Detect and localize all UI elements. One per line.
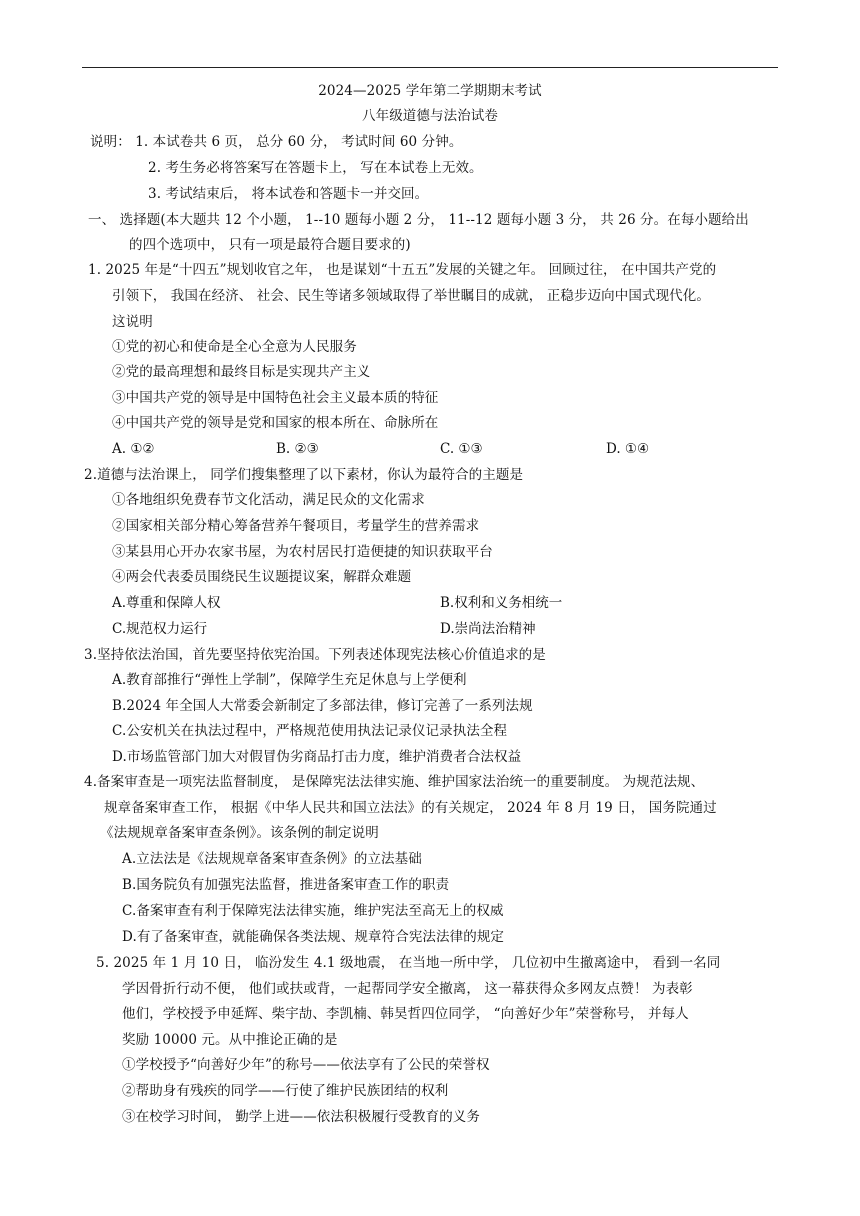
q1-option-b: B. ②③ <box>276 441 319 457</box>
q2-item-1: ①各地组织免费春节文化活动，满足民众的文化需求 <box>112 492 425 508</box>
q1-option-d: D. ①④ <box>606 441 650 457</box>
q2-stem-line-1: 2.道德与法治课上， 同学们搜集整理了以下素材，你认为最符合的主题是 <box>84 467 524 483</box>
q5-stem-line-4: 奖励 10000 元。从中推论正确的是 <box>122 1032 338 1048</box>
q1-item-1: ①党的初心和使命是全心全意为人民服务 <box>112 339 357 355</box>
q5-item-1: ①学校授予“向善好少年”的称号——依法享有了公民的荣誉权 <box>122 1057 490 1073</box>
q2-option-b: B.权利和义务相统一 <box>440 595 563 611</box>
q2-item-2: ②国家相关部分精心筹备营养午餐项目，考量学生的营养需求 <box>112 518 480 534</box>
q2-option-c: C.规范权力运行 <box>112 621 208 637</box>
q4-stem-line-1: 4.备案审查是一项宪法监督制度， 是保障宪法法律实施、维护国家法治统一的重要制度。 为规范法规、 <box>84 774 705 790</box>
q4-stem-line-3: 《法规规章备案审查条例》。该条例的制定说明 <box>100 825 379 841</box>
q3-stem-line-1: 3.坚持依法治国，首先要坚持依宪治国。下列表述体现宪法核心价值追求的是 <box>84 647 546 663</box>
instruction-line-1: 说明： 1. 本试卷共 6 页， 总分 60 分， 考试时间 60 分钟。 <box>90 134 463 150</box>
top-rule <box>82 67 778 68</box>
q1-option-a: A. ①② <box>112 441 155 457</box>
q4-option-d: D.有了备案审查，就能确保各类法规、规章符合宪法法律的规定 <box>122 929 505 945</box>
q4-option-c: C.备案审查有利于保障宪法法律实施，维护宪法至高无上的权威 <box>122 903 504 919</box>
instruction-line-2: 2. 考生务必将答案写在答题卡上， 写在本试卷上无效。 <box>148 160 483 176</box>
q3-option-a: A.教育部推行“弹性上学制”，保障学生充足休息与上学便利 <box>112 672 467 688</box>
exam-subtitle: 八年级道德与法治试卷 <box>362 108 498 124</box>
q2-option-a: A.尊重和保障人权 <box>112 595 221 611</box>
instruction-line-3: 3. 考试结束后， 将本试卷和答题卡一并交回。 <box>148 186 429 202</box>
q1-stem-line-2: 引领下， 我国在经济、 社会、民生等诸多领域取得了举世瞩目的成就， 正稳步迈向中国式现代化。 <box>112 288 710 304</box>
q1-option-c: C. ①③ <box>440 441 483 457</box>
q2-item-3: ③某县用心开办农家书屋，为农村居民打造便捷的知识获取平台 <box>112 544 493 560</box>
q4-option-b: B.国务院负有加强宪法监督，推进备案审查工作的职责 <box>122 877 450 893</box>
q1-stem-line-1: 1. 2025 年是“十四五”规划收官之年， 也是谋划“十五五”发展的关键之年。 回顾过往， 在中国共产党的 <box>88 262 717 278</box>
q2-option-d: D.崇尚法治精神 <box>440 621 536 637</box>
q1-stem-line-3: 这说明 <box>112 314 153 330</box>
q2-item-4: ④两会代表委员围绕民生议题提议案，解群众难题 <box>112 569 412 585</box>
q5-item-3: ③在校学习时间， 勤学上进——依法积极履行受教育的义务 <box>122 1109 480 1125</box>
q3-option-b: B.2024 年全国人大常委会新制定了多部法律，修订完善了一系列法规 <box>112 698 533 714</box>
q5-stem-line-1: 5. 2025 年 1 月 10 日， 临汾发生 4.1 级地震， 在当地一所中学， 几位初中生撤离途中， 看到一名同 <box>96 955 721 971</box>
q3-option-c: C.公安机关在执法过程中，严格规范使用执法记录仪记录执法全程 <box>112 723 508 739</box>
q1-item-3: ③中国共产党的领导是中国特色社会主义最本质的特征 <box>112 390 439 406</box>
q4-stem-line-2: 规章备案审查工作， 根据《中华人民共和国立法法》的有关规定， 2024 年 8 月 19 日， 国务院通过 <box>104 800 717 816</box>
section-heading-line-1: 一、 选择题(本大题共 12 个小题， 1--10 题每小题 2 分， 11--12 题每小题 3 分， 共 26 分。在每小题给出 <box>88 212 749 228</box>
q5-stem-line-3: 他们，学校授予申延辉、柴宇劼、李凯楠、韩昊哲四位同学， “向善好少年”荣誉称号， 并每人 <box>122 1006 689 1022</box>
q3-option-d: D.市场监管部门加大对假冒伪劣商品打击力度，维护消费者合法权益 <box>112 749 522 765</box>
q4-option-a: A.立法法是《法规规章备案审查条例》的立法基础 <box>122 851 422 867</box>
q1-item-2: ②党的最高理想和最终目标是实现共产主义 <box>112 364 371 380</box>
section-heading-line-2: 的四个选项中， 只有一项是最符合题目要求的) <box>129 237 411 253</box>
q1-item-4: ④中国共产党的领导是党和国家的根本所在、命脉所在 <box>112 415 439 431</box>
exam-title: 2024—2025 学年第二学期期末考试 <box>318 83 542 99</box>
q5-stem-line-2: 学因骨折行动不便， 他们或扶或背，一起帮同学安全撤离， 这一幕获得众多网友点赞！ 为表彰 <box>122 981 693 997</box>
q5-item-2: ②帮助身有残疾的同学——行使了维护民族团结的权利 <box>122 1083 449 1099</box>
